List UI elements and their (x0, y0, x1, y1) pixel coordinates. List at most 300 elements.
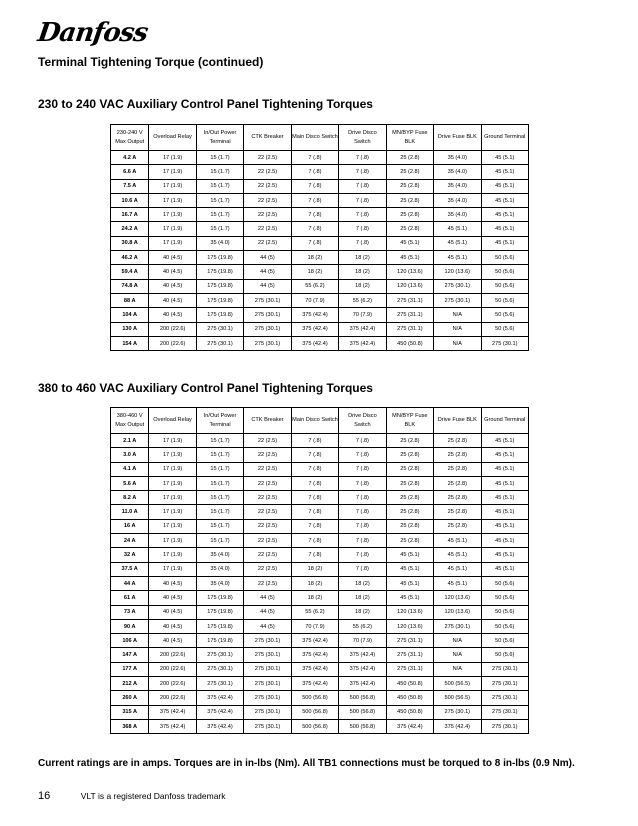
torque-cell: 375 (42.4) (291, 648, 338, 662)
torque-cell: 17 (1.9) (149, 562, 196, 576)
table-row (111, 591, 529, 605)
torque-cell: 275 (30.1) (244, 719, 291, 733)
torque-cell: 25 (2.8) (434, 462, 481, 476)
torque-cell: 45 (5.1) (481, 562, 528, 576)
torque-cell: 450 (50.8) (386, 336, 433, 350)
torque-cell: 7 (.8) (291, 179, 338, 193)
torque-cell: 18 (2) (339, 576, 386, 590)
torque-cell: 375 (42.4) (196, 691, 243, 705)
table-row (111, 576, 529, 590)
torque-cell: 40 (4.5) (149, 293, 196, 307)
table-row (111, 322, 529, 336)
torque-cell: 120 (13.6) (386, 605, 433, 619)
table-row (111, 548, 529, 562)
amp-rating-cell: 46.2 A (111, 251, 149, 265)
column-header: Drive Disco Switch (339, 408, 386, 434)
amp-rating-cell: 16.7 A (111, 208, 149, 222)
torque-cell: 18 (2) (339, 279, 386, 293)
amp-rating-cell: 6.6 A (111, 165, 149, 179)
column-header: Drive Disco Switch (339, 125, 386, 151)
torque-cell: 275 (30.1) (244, 634, 291, 648)
amp-rating-cell: 61 A (111, 591, 149, 605)
amp-rating-cell: 32 A (111, 548, 149, 562)
torque-cell: 35 (4.0) (196, 548, 243, 562)
torque-cell: 50 (5.6) (481, 634, 528, 648)
torque-cell: 45 (5.1) (434, 251, 481, 265)
torque-cell: 375 (42.4) (149, 719, 196, 733)
amp-rating-cell: 315 A (111, 705, 149, 719)
torque-cell: 25 (2.8) (386, 179, 433, 193)
torque-cell: 275 (31.1) (386, 293, 433, 307)
torque-cell: 7 (.8) (339, 151, 386, 165)
torque-cell: 200 (22.6) (149, 662, 196, 676)
torque-cell: 7 (.8) (339, 448, 386, 462)
torque-cell: 22 (2.5) (244, 562, 291, 576)
torque-cell: 17 (1.9) (149, 193, 196, 207)
table-row (111, 562, 529, 576)
torque-cell: 175 (19.8) (196, 591, 243, 605)
torque-cell: 175 (19.8) (196, 293, 243, 307)
torque-cell: 25 (2.8) (386, 151, 433, 165)
torque-cell: 50 (5.6) (481, 576, 528, 590)
amp-rating-cell: 16 A (111, 519, 149, 533)
torque-cell: 7 (.8) (339, 434, 386, 448)
torque-cell: 50 (5.6) (481, 265, 528, 279)
table-row (111, 691, 529, 705)
table-row (111, 208, 529, 222)
torque-cell: 22 (2.5) (244, 505, 291, 519)
column-header: Overload Relay (149, 408, 196, 434)
torque-cell: 45 (5.1) (386, 251, 433, 265)
torque-cell: 45 (5.1) (481, 491, 528, 505)
torque-cell: 18 (2) (339, 591, 386, 605)
torque-cell: 15 (1.7) (196, 165, 243, 179)
amp-rating-cell: 24.2 A (111, 222, 149, 236)
torque-cell: 25 (2.8) (386, 505, 433, 519)
torque-cell: 120 (13.6) (434, 591, 481, 605)
torque-cell: 15 (1.7) (196, 179, 243, 193)
table1-title: 230 to 240 VAC Auxiliary Control Panel Tightening Torques (38, 97, 373, 111)
torque-cell: 175 (19.8) (196, 605, 243, 619)
torque-cell: 22 (2.5) (244, 179, 291, 193)
torque-cell: 45 (5.1) (481, 193, 528, 207)
torque-cell: 500 (56.8) (291, 691, 338, 705)
torque-cell: 17 (1.9) (149, 165, 196, 179)
torque-cell: 50 (5.6) (481, 648, 528, 662)
torque-cell: 25 (2.8) (434, 434, 481, 448)
torque-cell: 40 (4.5) (149, 251, 196, 265)
amp-rating-cell: 90 A (111, 619, 149, 633)
torque-cell: 17 (1.9) (149, 448, 196, 462)
torque-cell: 375 (42.4) (291, 322, 338, 336)
torque-cell: 17 (1.9) (149, 462, 196, 476)
table-row (111, 222, 529, 236)
torque-cell: 17 (1.9) (149, 519, 196, 533)
torque-cell: 7 (.8) (339, 562, 386, 576)
amp-rating-cell: 24 A (111, 534, 149, 548)
torque-cell: 35 (4.0) (434, 193, 481, 207)
torque-cell: 375 (42.4) (291, 634, 338, 648)
torque-cell: N/A (434, 662, 481, 676)
torque-cell: 25 (2.8) (386, 476, 433, 490)
torque-cell: 275 (31.1) (386, 322, 433, 336)
torque-cell: 275 (30.1) (196, 677, 243, 691)
torque-cell: 22 (2.5) (244, 448, 291, 462)
torque-cell: 15 (1.7) (196, 222, 243, 236)
torque-cell: 120 (13.6) (386, 619, 433, 633)
torque-cell: 45 (5.1) (481, 519, 528, 533)
torque-cell: 25 (2.8) (434, 519, 481, 533)
torque-cell: 450 (50.8) (386, 677, 433, 691)
column-header: In/Out Power Terminal (196, 408, 243, 434)
torque-cell: 25 (2.8) (386, 534, 433, 548)
torque-cell: 45 (5.1) (386, 591, 433, 605)
torque-cell: 200 (22.6) (149, 322, 196, 336)
torque-cell: 375 (42.4) (291, 662, 338, 676)
amp-rating-cell: 73 A (111, 605, 149, 619)
torque-cell: 45 (5.1) (481, 165, 528, 179)
torque-cell: 22 (2.5) (244, 208, 291, 222)
torque-cell: 375 (42.4) (291, 336, 338, 350)
torque-cell: 35 (4.0) (434, 151, 481, 165)
amp-rating-cell: 5.6 A (111, 476, 149, 490)
torque-cell: 120 (13.6) (386, 279, 433, 293)
torque-cell: 7 (.8) (339, 165, 386, 179)
torque-cell: 35 (4.0) (196, 562, 243, 576)
torque-cell: 22 (2.5) (244, 434, 291, 448)
torque-cell: N/A (434, 648, 481, 662)
torque-cell: 375 (42.4) (196, 719, 243, 733)
torque-cell: 45 (5.1) (481, 151, 528, 165)
amp-rating-cell: 177 A (111, 662, 149, 676)
torque-cell: 17 (1.9) (149, 151, 196, 165)
torque-cell: 44 (5) (244, 265, 291, 279)
torque-cell: 50 (5.6) (481, 591, 528, 605)
torque-cell: 70 (7.9) (339, 634, 386, 648)
torque-cell: 120 (13.6) (434, 265, 481, 279)
amp-rating-cell: 4.1 A (111, 462, 149, 476)
torque-cell: 17 (1.9) (149, 476, 196, 490)
torque-cell: 375 (42.4) (339, 322, 386, 336)
torque-cell: 45 (5.1) (481, 222, 528, 236)
column-header: Ground Terminal (481, 408, 528, 434)
torque-cell: 45 (5.1) (481, 505, 528, 519)
torque-cell: 25 (2.8) (434, 505, 481, 519)
torque-cell: 45 (5.1) (434, 222, 481, 236)
danfoss-logo: Danfoss (35, 18, 150, 48)
torque-cell: 7 (.8) (291, 548, 338, 562)
torque-cell: 50 (5.6) (481, 251, 528, 265)
torque-cell: 275 (30.1) (481, 677, 528, 691)
torque-cell: 35 (4.0) (434, 208, 481, 222)
torque-cell: 175 (19.8) (196, 251, 243, 265)
torque-cell: 275 (30.1) (434, 705, 481, 719)
torque-cell: 18 (2) (291, 576, 338, 590)
torque-cell: 45 (5.1) (434, 236, 481, 250)
torque-cell: 45 (5.1) (434, 548, 481, 562)
page-number: 16 (38, 790, 51, 802)
torque-cell: 18 (2) (291, 591, 338, 605)
torque-cell: 15 (1.7) (196, 491, 243, 505)
torque-cell: 7 (.8) (339, 193, 386, 207)
torque-cell: 17 (1.9) (149, 434, 196, 448)
torque-cell: 175 (19.8) (196, 279, 243, 293)
torque-cell: 70 (7.9) (339, 308, 386, 322)
torque-cell: 45 (5.1) (481, 534, 528, 548)
table-row (111, 719, 529, 733)
column-header: MN/BYP Fuse BLK (386, 125, 433, 151)
amp-rating-cell: 130 A (111, 322, 149, 336)
column-header: Main Disco Switch (291, 408, 338, 434)
torque-cell: 7 (.8) (339, 179, 386, 193)
table-row (111, 179, 529, 193)
torque-cell: 7 (.8) (339, 505, 386, 519)
torque-cell: 17 (1.9) (149, 548, 196, 562)
torque-cell: 40 (4.5) (149, 591, 196, 605)
torque-cell: 45 (5.1) (481, 476, 528, 490)
torque-cell: 25 (2.8) (386, 519, 433, 533)
torque-cell: 55 (6.2) (339, 293, 386, 307)
torque-cell: 40 (4.5) (149, 619, 196, 633)
torque-cell: 18 (2) (291, 251, 338, 265)
column-header: 230-240 V Max Output (111, 125, 149, 151)
table-row (111, 476, 529, 490)
table-row (111, 648, 529, 662)
column-header: Overload Relay (149, 125, 196, 151)
table-row (111, 193, 529, 207)
torque-cell: 275 (30.1) (481, 336, 528, 350)
torque-cell: 45 (5.1) (434, 534, 481, 548)
torque-cell: 15 (1.7) (196, 193, 243, 207)
column-header: Drive Fuse BLK (434, 125, 481, 151)
torque-cell: 22 (2.5) (244, 236, 291, 250)
torque-cell: 35 (4.0) (434, 179, 481, 193)
torque-cell: 7 (.8) (291, 448, 338, 462)
torque-cell: 25 (2.8) (386, 434, 433, 448)
torque-cell: 7 (.8) (339, 222, 386, 236)
torque-cell: 18 (2) (339, 605, 386, 619)
torque-cell: 275 (30.1) (244, 662, 291, 676)
torque-cell: 25 (2.8) (386, 491, 433, 505)
torque-cell: 375 (42.4) (434, 719, 481, 733)
torque-cell: 17 (1.9) (149, 222, 196, 236)
torque-cell: 22 (2.5) (244, 193, 291, 207)
torque-cell: 22 (2.5) (244, 222, 291, 236)
torque-cell: 275 (30.1) (244, 308, 291, 322)
torque-cell: 275 (30.1) (244, 677, 291, 691)
torque-cell: 175 (19.8) (196, 619, 243, 633)
torque-cell: 44 (5) (244, 619, 291, 633)
torque-cell: N/A (434, 634, 481, 648)
torque-cell: 7 (.8) (291, 236, 338, 250)
torque-cell: 7 (.8) (291, 491, 338, 505)
torque-cell: 55 (6.2) (339, 619, 386, 633)
amp-rating-cell: 74.8 A (111, 279, 149, 293)
table-row (111, 462, 529, 476)
torque-cell: 50 (5.6) (481, 279, 528, 293)
torque-cell: 7 (.8) (291, 519, 338, 533)
column-header: In/Out Power Terminal (196, 125, 243, 151)
torque-cell: 7 (.8) (339, 491, 386, 505)
torque-cell: 7 (.8) (291, 476, 338, 490)
torque-cell: 275 (30.1) (244, 648, 291, 662)
amp-rating-cell: 7.5 A (111, 179, 149, 193)
torque-cell: 200 (22.6) (149, 648, 196, 662)
torque-cell: 7 (.8) (339, 548, 386, 562)
torque-cell: 15 (1.7) (196, 519, 243, 533)
table-row (111, 491, 529, 505)
torque-cell: 50 (5.6) (481, 605, 528, 619)
amp-rating-cell: 30.8 A (111, 236, 149, 250)
torque-cell: 44 (5) (244, 251, 291, 265)
amp-rating-cell: 154 A (111, 336, 149, 350)
column-header: Main Disco Switch (291, 125, 338, 151)
torque-cell: 45 (5.1) (481, 448, 528, 462)
torque-cell: 500 (56.8) (291, 705, 338, 719)
torque-cell: 15 (1.7) (196, 462, 243, 476)
torque-cell: 275 (30.1) (434, 619, 481, 633)
torque-cell: 7 (.8) (291, 434, 338, 448)
torque-cell: 17 (1.9) (149, 505, 196, 519)
torque-cell: 375 (42.4) (149, 705, 196, 719)
torque-cell: 44 (5) (244, 591, 291, 605)
column-header: Drive Fuse BLK (434, 408, 481, 434)
table-row (111, 293, 529, 307)
torque-cell: 70 (7.9) (291, 619, 338, 633)
torque-cell: 500 (56.8) (339, 719, 386, 733)
torque-cell: 25 (2.8) (386, 193, 433, 207)
trademark-text: VLT is a registered Danfoss trademark (80, 791, 226, 801)
torque-cell: 375 (42.4) (291, 677, 338, 691)
table-row (111, 605, 529, 619)
torque-cell: 275 (30.1) (244, 705, 291, 719)
torque-cell: 200 (22.6) (149, 691, 196, 705)
amp-rating-cell: 3.0 A (111, 448, 149, 462)
torque-cell: 25 (2.8) (386, 448, 433, 462)
torque-cell: 45 (5.1) (481, 236, 528, 250)
column-header: CTK Breaker (244, 408, 291, 434)
table-row (111, 519, 529, 533)
table-row (111, 279, 529, 293)
table-row (111, 434, 529, 448)
torque-cell: 25 (2.8) (386, 462, 433, 476)
torque-cell: 45 (5.1) (434, 562, 481, 576)
torque-cell: 22 (2.5) (244, 462, 291, 476)
torque-cell: 45 (5.1) (481, 462, 528, 476)
torque-cell: 200 (22.6) (149, 677, 196, 691)
table-row (111, 151, 529, 165)
torque-cell: 25 (2.8) (434, 491, 481, 505)
amp-rating-cell: 212 A (111, 677, 149, 691)
torque-cell: 55 (6.2) (291, 279, 338, 293)
table-row (111, 634, 529, 648)
torque-cell: 7 (.8) (339, 236, 386, 250)
torque-cell: 375 (42.4) (291, 308, 338, 322)
torque-cell: 22 (2.5) (244, 576, 291, 590)
amp-rating-cell: 37.5 A (111, 562, 149, 576)
torque-cell: 40 (4.5) (149, 576, 196, 590)
torque-cell: 450 (50.8) (386, 705, 433, 719)
amp-rating-cell: 11.0 A (111, 505, 149, 519)
torque-cell: 7 (.8) (291, 222, 338, 236)
footnote: Current ratings are in amps. Torques are in in-lbs (Nm). All TB1 connections must be torqued to 8 in-lbs (0.9 Nm). (38, 758, 575, 769)
torque-cell: 45 (5.1) (481, 208, 528, 222)
torque-cell: 35 (4.0) (196, 576, 243, 590)
torque-cell: 375 (42.4) (339, 336, 386, 350)
torque-cell: 500 (56.5) (434, 691, 481, 705)
table-row (111, 251, 529, 265)
torque-cell: 7 (.8) (291, 534, 338, 548)
torque-cell: 18 (2) (291, 265, 338, 279)
table-row (111, 165, 529, 179)
torque-cell: 7 (.8) (339, 519, 386, 533)
torque-cell: 50 (5.6) (481, 308, 528, 322)
table-row (111, 677, 529, 691)
torque-cell: 275 (30.1) (196, 648, 243, 662)
table-row (111, 336, 529, 350)
torque-cell: 17 (1.9) (149, 179, 196, 193)
column-header: 380-460 V Max Output (111, 408, 149, 434)
torque-cell: 70 (7.9) (291, 293, 338, 307)
table-row (111, 705, 529, 719)
torque-cell: 7 (.8) (291, 462, 338, 476)
torque-cell: 17 (1.9) (149, 491, 196, 505)
torque-cell: 175 (19.8) (196, 308, 243, 322)
torque-cell: 15 (1.7) (196, 534, 243, 548)
torque-cell: N/A (434, 322, 481, 336)
torque-cell: 25 (2.8) (434, 448, 481, 462)
amp-rating-cell: 10.6 A (111, 193, 149, 207)
torque-cell: 22 (2.5) (244, 534, 291, 548)
table-row (111, 308, 529, 322)
torque-cell: 200 (22.6) (149, 336, 196, 350)
torque-cell: 45 (5.1) (386, 548, 433, 562)
torque-cell: 40 (4.5) (149, 308, 196, 322)
torque-cell: 35 (4.0) (434, 165, 481, 179)
torque-cell: N/A (434, 308, 481, 322)
table-header-row (111, 125, 529, 151)
torque-cell: 44 (5) (244, 279, 291, 293)
torque-cell: 500 (56.8) (291, 719, 338, 733)
torque-cell: 275 (30.1) (434, 293, 481, 307)
torque-cell: 17 (1.9) (149, 534, 196, 548)
torque-cell: 22 (2.5) (244, 151, 291, 165)
torque-cell: 7 (.8) (291, 151, 338, 165)
torque-table-460v (110, 407, 529, 734)
torque-cell: 44 (5) (244, 605, 291, 619)
amp-rating-cell: 104 A (111, 308, 149, 322)
torque-cell: 275 (30.1) (434, 279, 481, 293)
torque-cell: 17 (1.9) (149, 236, 196, 250)
column-header: Ground Terminal (481, 125, 528, 151)
torque-cell: 40 (4.5) (149, 279, 196, 293)
torque-cell: 17 (1.9) (149, 208, 196, 222)
torque-cell: 7 (.8) (339, 462, 386, 476)
torque-cell: 50 (5.6) (481, 619, 528, 633)
torque-cell: 500 (56.8) (339, 705, 386, 719)
torque-cell: 40 (4.5) (149, 605, 196, 619)
table-row (111, 505, 529, 519)
amp-rating-cell: 59.4 A (111, 265, 149, 279)
torque-cell: 120 (13.6) (386, 265, 433, 279)
amp-rating-cell: 368 A (111, 719, 149, 733)
torque-cell: 15 (1.7) (196, 151, 243, 165)
torque-cell: 45 (5.1) (386, 576, 433, 590)
table-row (111, 534, 529, 548)
torque-cell: 45 (5.1) (481, 548, 528, 562)
torque-cell: 275 (30.1) (244, 293, 291, 307)
amp-rating-cell: 8.2 A (111, 491, 149, 505)
